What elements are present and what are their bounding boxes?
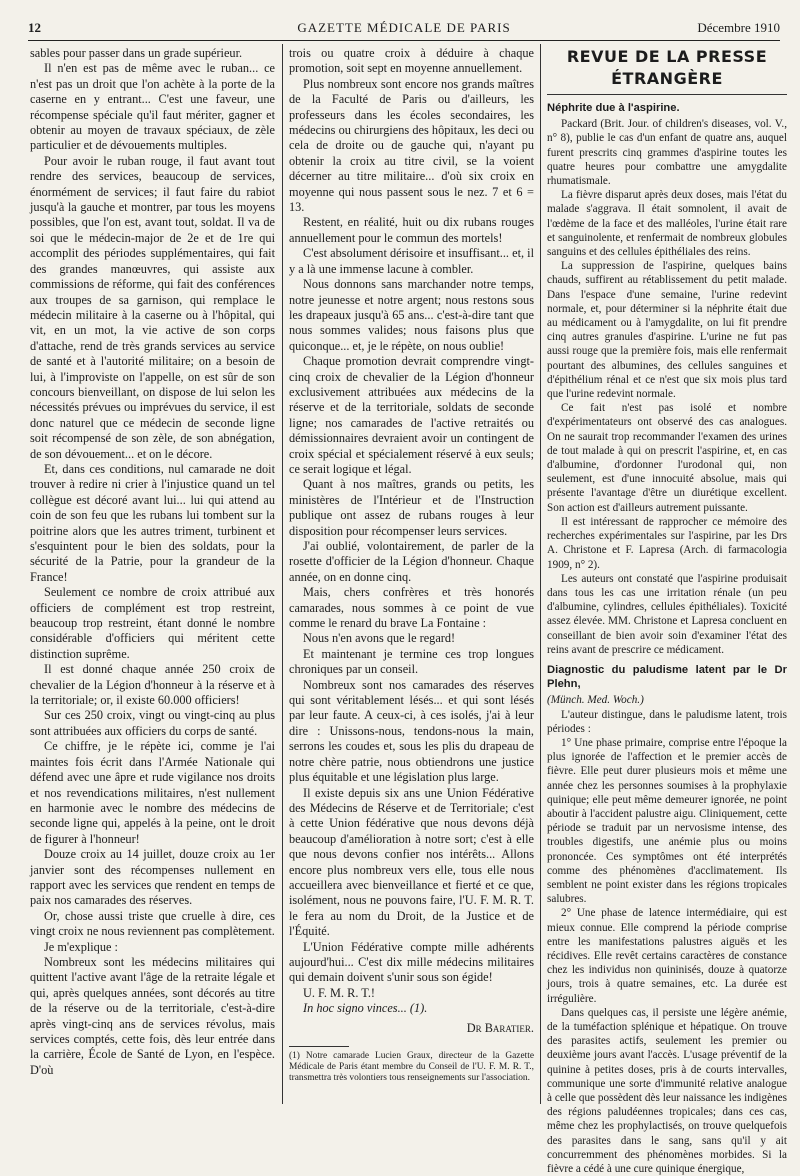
paragraph: Il existe depuis six ans une Union Fédérative des Médecins de Réserve et de Territoriale; c'est à cette Union fédérative que nous devons déjà beaucoup d'amélioration à notre sort; c'est à elle que nous devons confier nos intérêts... Allons encore plus nombreux vers elle, tous elle nous accueillera avec bienveillance et fierté et ce que, isolément, nous ne pouvons faire, l'U. F. M. R. T. le fera au nom du Droit, de la Justice et de l'Équité. (289, 785, 534, 939)
page-number: 12 (28, 20, 41, 35)
paragraph: L'Union Fédérative compte mille adhérents aujourd'hui... C'est dix mille médecins militaires qui demain doivent s'unir sous son égide! (289, 939, 534, 985)
paragraph: Et maintenant je termine ces trop longues chroniques par un conseil. (289, 646, 534, 677)
paragraph: Nous donnons sans marchander notre temps, notre jeunesse et notre argent; nous restons sous les drapeaux jusqu'à 65 ans... c'est-à-dire tant que nous sommes valides; nous faisons plus que quiconque... et, je le répète, on nous oublie! (289, 277, 534, 353)
journal-title: GAZETTE MÉDICALE DE PARIS (297, 20, 511, 35)
paragraph: U. F. M. R. T.! (303, 985, 376, 1000)
paragraph: Nous n'en avons que le regard! (303, 631, 456, 646)
article-title: Diagnostic du paludisme latent par le Dr Plehn, (547, 663, 787, 691)
paragraph: Sur ces 250 croix, vingt ou vingt-cinq au plus sont attribuées aux officiers du corps de santé. (30, 708, 275, 738)
paragraph: Mais, chers confrères et très honorés camarades, nous sommes à ce point de vue comme le renard du brave La Fontaine : (289, 585, 534, 631)
paragraph: Douze croix au 14 juillet, douze croix au 1er janvier sont des récompenses nullement en rapport avec les services que rendent en temps de paix nos camarades des réserves. (30, 847, 275, 908)
footnote: (1) Notre camarade Lucien Graux, directeur de la Gazette Médicale de Paris étant membre du Conseil de l'U. F. M. R. T., transmettra très volontiers tous renseignements sur l'association. (289, 1051, 534, 1083)
paragraph: La fièvre disparut après deux doses, mais l'état du malade s'aggrava. Il était somnolent, il avait de l'œdème de la face et des malléoles, l'urine était rare et sanguinolente, et renfermait de nombreux globules sanguins et des cellules épithéliales des reins. (547, 189, 787, 259)
section-title: REVUE DE LA PRESSE ÉTRANGÈRE (547, 46, 787, 95)
paragraph: Restent, en réalité, huit ou dix rubans rouges annuellement pour le commun des mortels! (289, 215, 534, 245)
paragraph: Il n'en est pas de même avec le ruban... ce n'est pas un droit que l'on achète à la porte de la caserne en y entrant... C'est une faveur, une récompense spéciale qu'il faut mériter, gagner et obtenir au moyen de travaux spéciaux, de zèle particulier et de dévouements multiples. (30, 61, 275, 153)
paragraph: Nombreux sont nos camarades des réserves qui sont véritablement lésés... et qui sont lésés par leur faute. A ceux-ci, à ces isolés, j'ai à leur dire : Unissons-nous, tendons-nous la main, serrons les coudes et, sous les plis du drapeau de notre chère patrie, nous obtiendrons une justice plus équitable et une législation plus large. (289, 677, 534, 785)
paragraph: Ce fait n'est pas isolé et nombre d'expérimentateurs ont observé des cas analogues. On ne saurait trop recommander l'examen des urines de tout malade à qui on prescrit l'aspirine, et, en cas d'albumine, d'ordonner l'urodonal qui, non seulement, est d'une innocuité absolue, mais qui présente l'avantage d'être un diurétique excellent. Son action est d'ailleurs autrement puissante. (547, 402, 787, 514)
article-reference: (Münch. Med. Woch.) (547, 694, 644, 707)
paragraph: Seulement ce nombre de croix attribué aux officiers de complément est trop restreint, beaucoup trop restreint, étant donné le nombre considérable d'officiers qui méritent cette distinction suprême. (30, 585, 275, 661)
paragraph: Et, dans ces conditions, nul camarade ne doit trouver à redire ni crier à l'injustice quand un tel collègue est décoré avant lui... lui qui attend au coin de son feu que les rubans lui tombent sur la poitrine alors que les autres triment, turbinent et s'esquintent pour le bien des soldats, pour la sécurité de la Patrie, pour la grandeur de la France! (30, 461, 275, 584)
paragraph: 2° Une phase de latence intermédiaire, qui est mieux connue. Elle comprend la période comprise entre les manifestations palustres aiguës et les récidives. Elle revêt certains caractères de constance chez les individus non quininisés, douze à quatorze jours, trois à quatre semaines, etc. La durée est irrégulière. (547, 907, 787, 1005)
paragraph: sables pour passer dans un grade supérieur. (30, 46, 243, 60)
paragraph: La suppression de l'aspirine, quelques bains chauds, suffirent au rétablissement du petit malade. Dans l'espace d'une semaine, l'urine redevint normale, et, pour déterminer si la néphrite était due au médicament ou à l'amygdalite, on lui fit prendre cinq autres granules d'aspirine. L'urine ne fut pas aussi rouge que la première fois, mais elle renfermait pourtant des albumines, des cellules sanguines et d'épithélium rénal et ce n'est que six mois plus tard que l'urine redevint normale. (547, 260, 787, 401)
paragraph: C'est absolument dérisoire et insuffisant... et, il y a là une immense lacune à combler. (289, 246, 534, 276)
column-divider (540, 44, 541, 1104)
paragraph: Or, chose aussi triste que cruelle à dire, ces vingt croix ne nous reviennent pas complètement. (30, 908, 275, 939)
paragraph: Pour avoir le ruban rouge, il faut avant tout rendre des services, beaucoup de services, énormément de services; il faut faire du rabiot jusqu'à la gauche et montrer, par tous les moyens possibles, que l'on est, avant tout, soldat. Il va de soi que le médecin-major de 2e et de 1re qui accomplit des périodes supplémentaires, qui fait des grandes manœuvres, qui assiste aux commissions de réforme, qui fait des conférences aux troupes de sa garnison, qui remplace le médecin militaire à la caserne ou à l'hôpital, qui vit, en un mot, la vie active de son corps d'attache, rend de très grands services au service de santé et à l'autorité militaire; on a besoin de lui, à l'improviste on l'appelle, on est sûr de son concours bienveillant, on dispose de lui selon les nécessités prévues ou imprévues du service, il est donc naturel que ce médecin de seconde ligne soit récompensé de son zèle, de son abnégation, de son dévouement... et on le décore. (30, 153, 275, 461)
author-signature: Dr Baratier. (466, 1020, 534, 1035)
paragraph: Je m'explique : (44, 939, 118, 954)
header-rule (28, 40, 780, 41)
paragraph: Les auteurs ont constaté que l'aspirine produisait dans tous les cas une irritation rénale (un peu d'albumine, cylindres, cellules épithéliales). Toxicité assez élevée. MM. Christone et Lapresa concluent en conseillant de bien avoir soin d'examiner l'état des reins avant de prescrire ce médicament. (547, 572, 787, 656)
column-3 (547, 46, 787, 1176)
paragraph: Nombreux sont les médecins militaires qui quittent l'active avant l'âge de la retraite légale et qui, après quelques années, sont décorés au titre de la réserve ou de la territoriale, c'est-à-dire après vingt-cinq ans de services révolus, mais services comptés, cette fois, dès leur entrée dans la carrière, École de Santé de Lyon, en l'espèce. D'où (30, 954, 275, 1077)
column-1 (30, 46, 275, 1078)
footnote-rule (289, 1046, 349, 1047)
page-header (28, 18, 780, 40)
paragraph: Il est intéressant de rapprocher ce mémoire des recherches expérimentales sur l'aspirine, par les Drs A. Christone et F. Lapresa (Arch. di farmacologia 1909, n° 2). (547, 515, 787, 571)
paragraph: 1° Une phase primaire, comprise entre l'époque la plus ignorée de l'affection et le premier accès de fièvre. Elle peut durer plusieurs mois et même une année chez les personnes soumises à la prophylaxie quinique; elle peut même demeurer ignorée, ne point aboutir à l'accident palustre aigu. Cliniquement, cette période se traduit par un nervosisme intense, des troubles digestifs, une anémie plus ou moins prononcée. Ces symptômes ont été interprétés comme des phénomènes d'acclimatement. Ils semblent ne point exister dans les régions tropicales salubres. (547, 736, 787, 906)
paragraph: L'auteur distingue, dans le paludisme latent, trois périodes : (547, 708, 787, 735)
paragraph: Plus nombreux sont encore nos grands maîtres de la Faculté de Paris ou d'ailleurs, les professeurs dans les écoles secondaires, les médecins ou chirurgiens des hôpitaux, les deci ou cela de droite ou de gauche qui, n'ayant pu obtenir la croix au titre civil, se la voient décerner au titre militaire... d'où six croix en moyenne qui nous passent sous le nez. 7 et 6 = 13. (289, 76, 534, 215)
paragraph: Quant à nos maîtres, grands ou petits, les ministères de l'Intérieur et de l'Instruction publique ont assez de rubans rouges à leur disposition pour récompenser leurs services. (289, 477, 534, 538)
paragraph: Chaque promotion devrait comprendre vingt-cinq croix de chevalier de la Légion d'honneur exclusivement attribuées aux médecins de la réserve et de la territoriale, soldats de seconde ligne; nos camarades de l'active retraités ou démissionnaires devraient avoir un contingent de croix spécial et spécialement réservé à eux seuls; ce serait logique et légal. (289, 354, 534, 476)
paragraph: Packard (Brit. Jour. of children's diseases, vol. V., n° 8), publie le cas d'un enfant de quatre ans, auquel furent prescrits cinq grammes d'aspirine toutes les quatre heures pour combattre une amygdalite rhumatismale. (547, 118, 787, 188)
paragraph: trois ou quatre croix à déduire à chaque promotion, soit sept en moyenne annuellement. (289, 46, 534, 76)
column-divider (282, 44, 283, 1104)
paragraph: In hoc signo vinces... (1). (303, 1001, 428, 1016)
article-title: Néphrite due à l'aspirine. (547, 102, 680, 114)
paragraph: Dans quelques cas, il persiste une légère anémie, de la tuméfaction splénique et hépatique. On trouve des parasites actifs, seulement les premier ou deuxième jours avant l'accès. L'usage préventif de la quinine à petites doses, pris à de courts intervalles, communique une sorte d'immunité relative analogue à celle que possèdent dès leur naissance les indigènes des régions paludéennes tropicales; dans ces cas, même chez les prophylactisés, on trouve quelquefois des parasites dans le sang, sans qu'il y ait concurremment des phénomènes morbides. Si la fièvre a cédé à une cure quinique énergique, (547, 1006, 787, 1176)
paragraph: Il est donné chaque année 250 croix de chevalier de la Légion d'honneur à la réserve et à la territoriale; or, il existe 60.000 officiers! (30, 662, 275, 708)
issue-date: Décembre 1910 (697, 20, 780, 35)
paragraph: J'ai oublié, volontairement, de parler de la rosette d'officier de la Légion d'honneur. Chaque année, on en donne cinq. (289, 539, 534, 584)
paragraph: Ce chiffre, je le répète ici, comme je l'ai maintes fois écrit dans l'Armée Nationale qui défend avec une âpre et rude vigilance nos droits et nos revendications militaires, n'est nullement en harmonie avec le nombre des médecins de seconde ligne qui, appelés à la peine, ont le droit de figurer à l'honneur! (30, 739, 275, 846)
column-2 (289, 46, 534, 1084)
